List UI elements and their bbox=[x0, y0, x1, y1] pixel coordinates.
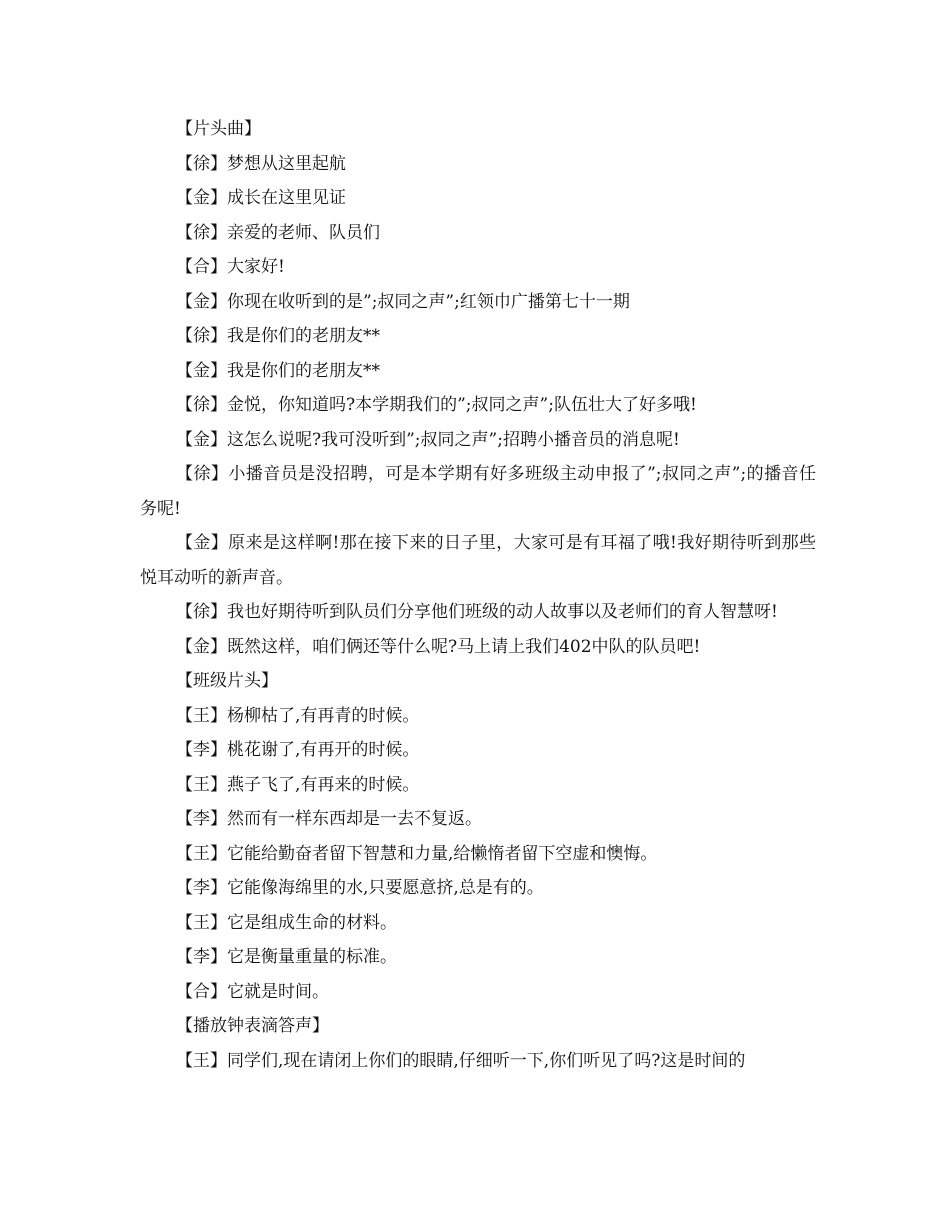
paragraph: 【徐】亲爱的老师、队员们 bbox=[176, 222, 380, 243]
paragraph: 【徐】梦想从这里起航 bbox=[176, 153, 346, 174]
paragraph: 【王】燕子飞了,有再来的时候。 bbox=[176, 774, 420, 795]
paragraph: 【金】你现在收听到的是”;叔同之声”;红领巾广播第七十一期 bbox=[176, 291, 630, 312]
paragraph: 【金】既然这样，咱们俩还等什么呢?马上请上我们402中队的队员吧! bbox=[176, 636, 701, 657]
paragraph: 【王】它能给勤奋者留下智慧和力量,给懒惰者留下空虚和懊悔。 bbox=[176, 843, 658, 864]
paragraph: 【合】它就是时间。 bbox=[176, 981, 329, 1002]
paragraph: 【徐】我是你们的老朋友** bbox=[176, 326, 380, 346]
paragraph: 【王】它是组成生命的材料。 bbox=[176, 912, 397, 933]
paragraph: 【徐】我也好期待听到队员们分享他们班级的动人故事以及老师们的育人智慧呀! bbox=[176, 602, 778, 622]
paragraph: 【片头曲】 bbox=[176, 119, 261, 139]
paragraph: 【徐】金悦，你知道吗?本学期我们的”;叔同之声”;队伍壮大了好多哦! bbox=[176, 395, 697, 415]
paragraph: 【王】同学们,现在请闭上你们的眼睛,仔细听一下,你们听见了吗?这是时间的 bbox=[176, 1050, 746, 1071]
paragraph: 【金】这怎么说呢?我可没听到”;叔同之声”;招聘小播音员的消息呢! bbox=[176, 429, 680, 450]
paragraph: 【播放钟表滴答声】 bbox=[176, 1016, 329, 1036]
paragraph: 【合】大家好! bbox=[176, 257, 285, 277]
paragraph: 【李】它是衡量重量的标准。 bbox=[176, 947, 397, 967]
paragraph: 【王】杨柳枯了,有再青的时候。 bbox=[176, 705, 420, 726]
document-page bbox=[140, 112, 816, 1078]
paragraph: 【徐】小播音员是没招聘，可是本学期有好多班级主动申报了”;叔同之声”;的播音任务呢! bbox=[140, 464, 816, 519]
paragraph: 【班级片头】 bbox=[176, 671, 278, 691]
paragraph: 【李】然而有一样东西却是一去不复返。 bbox=[176, 809, 482, 829]
paragraph: 【金】成长在这里见证 bbox=[176, 188, 346, 208]
paragraph: 【金】原来是这样啊!那在接下来的日子里，大家可是有耳福了哦!我好期待听到那些悦耳动听的新声音。 bbox=[140, 533, 816, 588]
paragraph: 【李】它能像海绵里的水,只要愿意挤,总是有的。 bbox=[176, 878, 544, 898]
paragraph: 【李】桃花谢了,有再开的时候。 bbox=[176, 740, 420, 760]
paragraph: 【金】我是你们的老朋友** bbox=[176, 360, 380, 381]
